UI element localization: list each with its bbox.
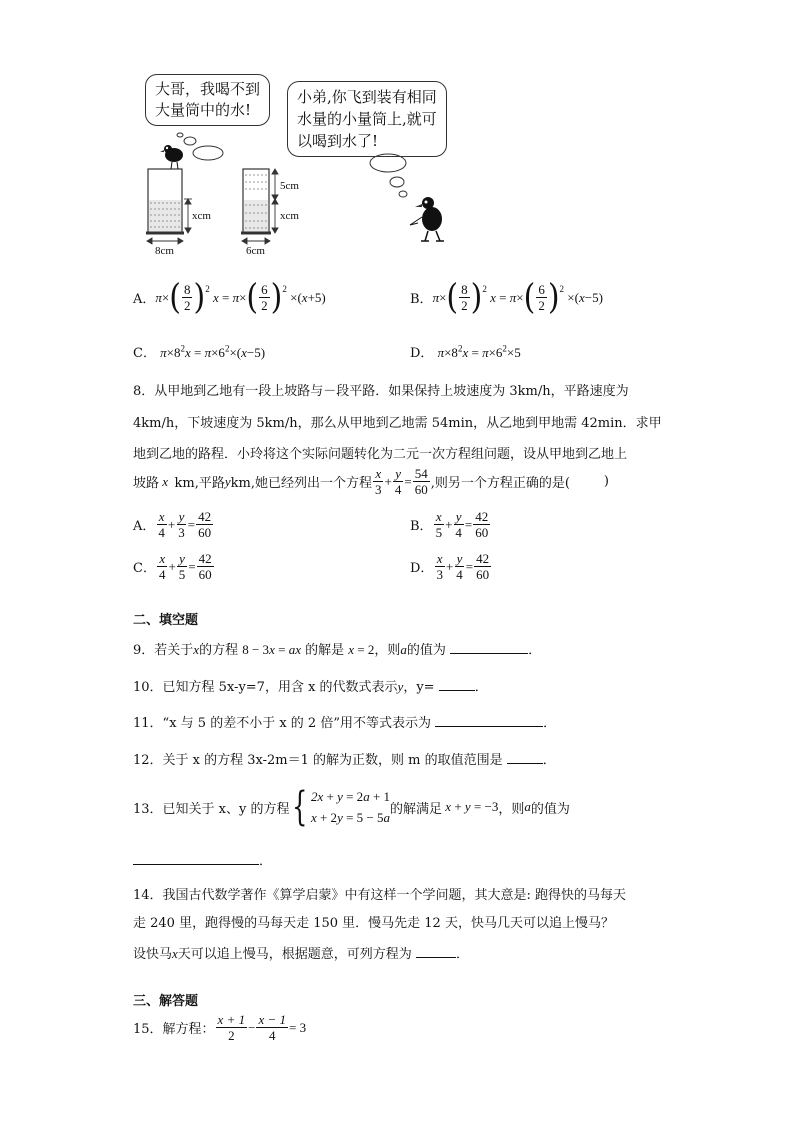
q7-option-a: A． π × ( $\frac{8}{2}$ ) $^2$ x = π × ( $\frac{6}{2}$ ) $^2$ ×( x +5) [133, 276, 326, 318]
q8-line3: 地到乙地的路程．小玲将这个实际问题转化为二元一次方程组问题，设从甲地到乙地上 [133, 447, 628, 462]
q7-option-d: D． $\pi\times 8^2x = \pi\times 6^2\times 5$ [410, 343, 521, 361]
label-right-top: 5cm [280, 180, 299, 192]
q8-line4e: ) [603, 474, 609, 489]
q9-mid: 的方程 [199, 643, 239, 658]
q13-mid: 的解满足 [390, 801, 443, 817]
q7-b-label: B． [410, 292, 433, 307]
q12 [133, 749, 556, 768]
q8-option-a: A． $\frac{x}{4}$ + $\frac{y}{3}$ = $\frac{42}{60}$ [133, 509, 212, 540]
q7-d-label: D． [410, 346, 434, 361]
q14-line3: 设快马x天可以追上慢马，根据题意，可列方程为 ． [133, 946, 469, 962]
q8-line4a: 坡路 [133, 476, 160, 491]
q13-answer-blank[interactable] [133, 852, 259, 865]
q9-end: ． [528, 643, 542, 658]
q8-option-b: B． $\frac{x}{5}$ + $\frac{y}{4}$ = $\frac{42}{60}$ [410, 509, 489, 540]
q12-text: 12．关于 x 的方程 3x-2m＝1 的解为正数，则 m 的取值范围是 [133, 753, 503, 768]
q7-c-label: C． [133, 346, 156, 361]
q14-line3a: 设快马 [133, 947, 173, 962]
q14-line3b: 天可以追上慢马，根据题意，可列方程为 [177, 947, 412, 962]
q8-a-label: A． [133, 519, 156, 534]
small-cylinder [241, 169, 271, 233]
q11-end: ． [543, 716, 557, 731]
q15-pre: 15．解方程： [133, 1022, 215, 1037]
q8-line4: 坡路 x km,平路 y km,她已经列出一个方程 $\frac{x}{3}$ + $\frac{y}{4}$ = $\frac{54}{60}$ ,则另一个方程正确的是( ) [133, 466, 609, 497]
large-cylinder [146, 169, 184, 233]
q8-b-label: B． [410, 519, 433, 534]
bubble-left-line2: 大量筒中的水! [155, 101, 252, 119]
q9-mid2: 的解是 [305, 643, 345, 658]
label-right-height: xcm [280, 210, 299, 222]
crow-left [160, 145, 183, 169]
q8-line4b: km,平路 [174, 476, 225, 491]
q8-line4d: ,则另一个方程正确的是( [430, 476, 570, 491]
q8-line4c: km,她已经列出一个方程 [230, 476, 373, 491]
bubble-left-line1: 大哥，我喝不到 [155, 80, 261, 98]
q10-mid: ，y= [403, 680, 435, 695]
cylinder-illustration [130, 125, 460, 260]
label-right-width: 6cm [246, 245, 265, 257]
q14-line3c: ． [455, 947, 469, 962]
q11 [133, 712, 556, 731]
q13-answer-line [133, 850, 272, 869]
bubble-right-line2: 水量的小量筒上,就可 [297, 110, 437, 128]
bubble-right-line3: 以喝到水了! [297, 132, 379, 150]
q12-end: ． [542, 753, 556, 768]
q8-option-c: C． $\frac{x}{4}$ + $\frac{y}{5}$ = $\frac{42}{60}$ [133, 551, 212, 582]
q14-line2: 走 240 里，跑得慢的马每天走 150 里．慢马先走 12 天，快马几天可以追上慢马？ [133, 916, 614, 931]
crow-right [410, 197, 444, 241]
q8-option-d: D． $\frac{x}{3}$ + $\frac{y}{4}$ = $\frac{42}{60}$ [410, 551, 490, 582]
section-title-answer: 三、解答题 [133, 994, 199, 1009]
q10-text: 10．已知方程 5x-y=7，用含 x 的代数式表示 [133, 680, 398, 695]
thought-bubbles-right [370, 154, 407, 197]
q7-option-b: B． π × ( $\frac{8}{2}$ ) $^2$ x = π × ( $\frac{6}{2}$ ) $^2$ ×( x −5) [410, 276, 603, 318]
thought-bubbles-left [177, 133, 223, 160]
speech-bubble-left [145, 74, 270, 126]
q9-mid3: ，则 [374, 643, 401, 658]
q11-text: 11．“x 与 5 的差不小于 x 的 2 倍”用不等式表示为 [133, 716, 431, 731]
q10-answer-blank[interactable] [439, 678, 475, 691]
q9: 9．若关于x的方程 8 − 3x = ax 的解是 x = 2，则a的值为 ． [133, 642, 542, 658]
q11-answer-blank[interactable] [435, 714, 543, 727]
q7-option-c: C． $\pi\times 8^2x = \pi\times 6^2\times(x-5)$ [133, 343, 266, 361]
q15-eq: = 3 [288, 1019, 307, 1035]
q15: 15．解方程： $\frac{x + 1}{2}$ − $\frac{x - 1}{4}$ = 3 [133, 1012, 307, 1043]
q12-answer-blank[interactable] [507, 751, 543, 764]
q8-line2: 4km/h，下坡速度为 5km/h，那么从甲地到乙地需 54min，从乙地到甲地需 42min．求甲 [133, 416, 662, 431]
q13: 13．已知关于 x、y 的方程 { 2x + y = 2a + 1 x + 2y = 5 − 5a 的解满足 x + y = −3 ，则 a 的值为 [133, 784, 570, 830]
q8-d-label: D． [410, 561, 434, 576]
section-title-fill-in: 二、填空题 [133, 613, 199, 628]
bubble-right-line1: 小弟,你飞到装有相同 [297, 88, 437, 106]
q9-answer-blank[interactable] [450, 641, 528, 654]
q9-post: 的值为 [406, 643, 446, 658]
q9-pre: 9．若关于 [133, 643, 194, 658]
q8-c-label: C． [133, 561, 156, 576]
q10-end: ． [474, 680, 488, 695]
q8-line1: 8．从甲地到乙地有一段上坡路与－段平路．如果保持上坡速度为 3km/h，平路速度为 [133, 384, 629, 399]
q7-a-label: A． [133, 292, 156, 307]
label-left-height: xcm [192, 210, 211, 222]
q13-pre: 13．已知关于 x、y 的方程 [133, 801, 290, 817]
q13-system-brace: { [292, 784, 308, 830]
q13-post: 的值为 [530, 801, 570, 817]
q13-mid2: ，则 [498, 801, 525, 817]
label-left-width: 8cm [155, 245, 174, 257]
q14-answer-blank[interactable] [416, 945, 456, 958]
q13-end: ． [259, 854, 273, 869]
q10: 10．已知方程 5x-y=7，用含 x 的代数式表示y，y= ． [133, 679, 488, 695]
q14-line1: 14．我国古代数学著作《算学启蒙》中有这样一个学问题，其大意是: 跑得快的马每天 [133, 888, 627, 903]
